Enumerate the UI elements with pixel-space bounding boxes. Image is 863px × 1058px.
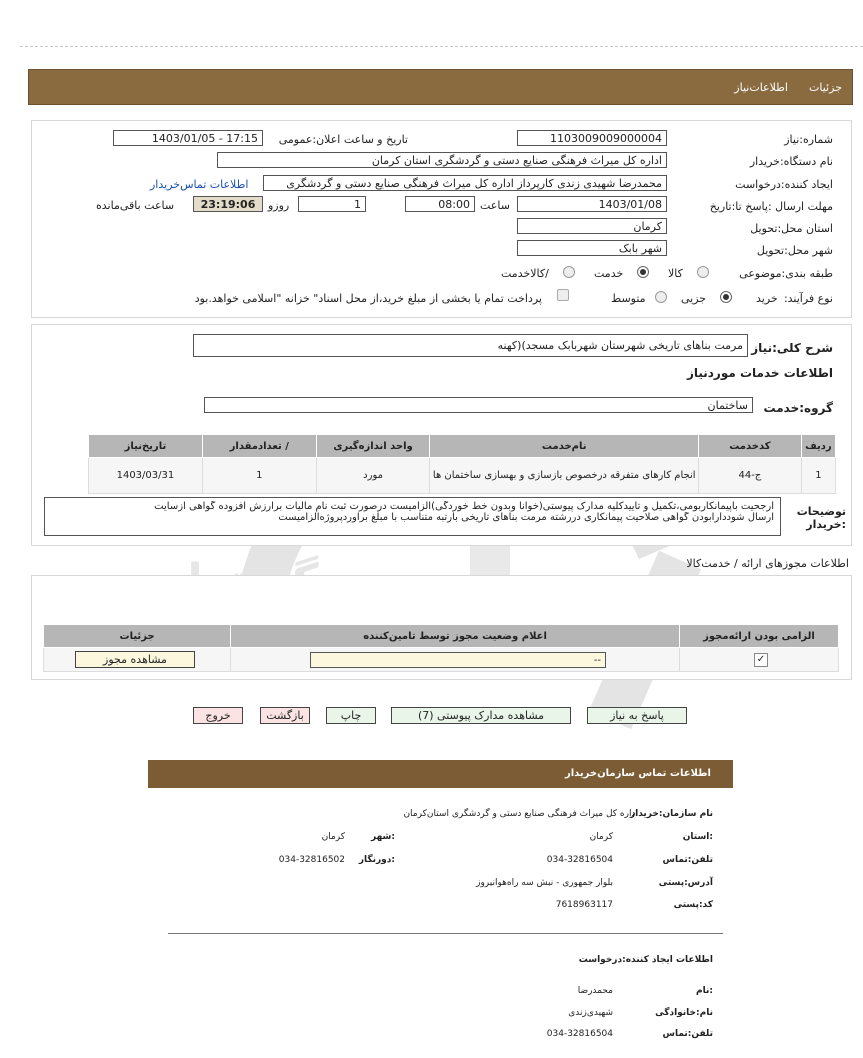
permits-title: اطلاعات مجوزهای ارائه / خدمت‌کالا [686, 557, 849, 570]
creator-phone-label: تلفن:تماس [662, 1029, 713, 1039]
province-field: کرمان [517, 218, 667, 234]
permit-status-cell [231, 648, 680, 672]
deadline-date-field: 1403/01/08 [517, 196, 667, 212]
remaining-time-field: 23:19:06 [193, 196, 263, 212]
creator-family-label: نام:خانوادگی [655, 1008, 713, 1018]
contact-title: اطلاعات تماس سازمان‌خریدار [564, 768, 711, 779]
category-goods-service-label: /کالاخدمت [501, 267, 549, 280]
table-row [89, 458, 836, 494]
creator-field: محمدرضا شهیدی زندی کارپرداز اداره کل میراث فرهنگی صنایع دستی و گردشگری [263, 175, 667, 191]
process-medium-label: متوسط [611, 292, 646, 305]
deadline-time-label: ساعت [480, 199, 510, 212]
process-label: نوع فرآیند: [783, 292, 833, 305]
announce-label: تاریخ و ساعت اعلان:عمومی [278, 133, 408, 146]
buyer-notes-box [44, 497, 781, 536]
announce-field: 1403/01/05 - 17:15 [113, 130, 263, 146]
col-service-code: کدخدمت [698, 435, 801, 458]
creator-name-label: :نام [696, 986, 713, 996]
print-button[interactable]: چاپ [326, 707, 376, 724]
category-label: طبقه بندی:موضوعی [739, 267, 833, 280]
contact-phone-label: تلفن:تماس [662, 855, 713, 865]
cell-quantity: 1 [202, 458, 316, 494]
process-buy-label: خرید [756, 292, 778, 305]
general-desc-label: شرح کلی:نیاز [751, 341, 833, 355]
contact-address-value: بلوار جمهوری - نبش سه راه‌هوانیروز [476, 878, 613, 888]
category-goods-label: کالا [668, 267, 683, 280]
permit-status-field[interactable]: -- [310, 652, 606, 668]
contact-fax-value: 034-32816502 [278, 855, 345, 865]
service-table-header [89, 435, 836, 458]
process-minor-radio[interactable] [720, 291, 732, 303]
permits-table [43, 624, 839, 672]
creator-family-value: شهیدی‌زندی [568, 1008, 613, 1018]
page-header [28, 69, 853, 105]
buyer-notes-label: توضیحات :خریدار [796, 505, 846, 531]
col-unit: واحد اندازه‌گیری [316, 435, 430, 458]
view-permit-button[interactable]: مشاهده مجوز [75, 651, 195, 668]
category-service-radio[interactable] [637, 266, 649, 278]
contact-province-value: کرمان [589, 832, 613, 842]
col-quantity: / تعدادمقدار [202, 435, 316, 458]
buyer-org-label: نام دستگاه:خریدار [749, 155, 833, 168]
permit-row [44, 648, 839, 672]
buyer-contact-link[interactable]: اطلاعات تماس‌خریدار [150, 178, 249, 191]
remaining-time-label: ساعت باقی‌مانده [96, 199, 175, 212]
permit-required-checkbox[interactable]: ✓ [754, 653, 768, 667]
contact-org-label: نام سازمان:خریدار [629, 809, 713, 819]
contact-org-value: اداره کل میراث فرهنگی صنایع دستی و گردشگری استان‌کرمان [403, 809, 638, 819]
cell-service-name: انجام کارهای متفرقه درخصوص بازسازی و بهسازی ساختمان ها [430, 458, 699, 494]
buyer-org-field: اداره کل میراث فرهنگی صنایع دستی و گردشگری استان کرمان [217, 152, 667, 168]
permit-required-cell [679, 648, 838, 672]
city-label: شهر محل:تحویل [756, 244, 833, 257]
reply-button[interactable]: پاسخ به نیاز [587, 707, 687, 724]
group-field: ساختمان [204, 397, 753, 413]
creator-phone-value: 034-32816504 [546, 1029, 613, 1039]
creator-info-title: اطلاعات ایجاد کننده:درخواست [578, 955, 713, 965]
cell-need-date: 1403/03/31 [89, 458, 203, 494]
contact-header [148, 760, 733, 788]
group-label: گروه:خدمت [763, 401, 833, 415]
deadline-time-field: 08:00 [405, 196, 475, 212]
tab-details[interactable]: جزئیات [809, 81, 842, 94]
creator-name-value: محمدرضا [577, 986, 613, 996]
col-need-date: تاریخ‌نیاز [89, 435, 203, 458]
col-service-name: نام‌خدمت [430, 435, 699, 458]
col-permit-required: الزامی بودن ارائه‌مجوز [679, 625, 838, 648]
col-permit-details: جزئیات [44, 625, 231, 648]
contact-province-label: :استان [682, 832, 713, 842]
buyer-notes-line1: ارجحیت باپیمانکاربومی،تکمیل و تاییدکلیه مدارک پیوستی(خوانا وبدون خط خوردگی)الزامیست درصورت ثبت نام مالیات برارزش افزوده گواهی ازسایت [154, 501, 774, 512]
service-table [88, 434, 836, 494]
cell-row: 1 [801, 458, 835, 494]
city-field: شهر بابک [517, 240, 667, 256]
view-attachments-button[interactable]: مشاهده مدارک پیوستی (7) [391, 707, 571, 724]
contact-city-label: :شهر [371, 832, 395, 842]
services-title: اطلاعات خدمات موردنیاز [686, 366, 833, 380]
contact-phone-value: 034-32816504 [546, 855, 613, 865]
permits-table-header [44, 625, 839, 648]
contact-address-label: آدرس:پستی [658, 878, 713, 888]
contact-divider [168, 933, 723, 934]
category-service-label: خدمت [594, 267, 624, 280]
cell-service-code: ج-44 [698, 458, 801, 494]
contact-fax-label: :دورنگار [358, 855, 395, 865]
contact-city-value: کرمان [321, 832, 345, 842]
process-minor-label: جزیی [681, 292, 707, 305]
need-info-panel [31, 120, 852, 318]
contact-postal-value: 7618963117 [555, 900, 613, 910]
general-desc-field: مرمت بناهای تاریخی شهرستان شهربابک مسجد)(کهنه [193, 334, 748, 357]
buyer-notes-line2: ارسال شوددارابودن گواهی صلاحیت پیمانکاری دررشته مرمت بناهای تاریخی بارتبه متناسب با مبلغ برآوردپروژه‌الزامیست [278, 512, 774, 523]
province-label: استان محل:تحویل [750, 222, 833, 235]
creator-label: ایجاد کننده:درخواست [735, 178, 833, 191]
exit-button[interactable]: خروج [193, 707, 243, 724]
treasury-payment-checkbox[interactable] [557, 289, 569, 301]
treasury-payment-label: پرداخت تمام یا بخشی از مبلغ خرید،از محل اسناد" خزانه "اسلامی خواهد.بود [194, 292, 542, 305]
need-number-label: شماره:نیاز [784, 133, 833, 146]
days-field: 1 [298, 196, 366, 212]
back-button[interactable]: بازگشت [260, 707, 310, 724]
deadline-label: مهلت ارسال :پاسخ تا:تاریخ [709, 200, 833, 213]
category-goods-radio[interactable] [697, 266, 709, 278]
need-number-field: 1103009009000004 [517, 130, 667, 146]
days-label: روزو [268, 199, 290, 212]
col-row: ردیف [801, 435, 835, 458]
category-goods-service-radio[interactable] [563, 266, 575, 278]
contact-postal-label: کد:پستی [673, 900, 713, 910]
tab-need-info[interactable]: اطلاعات‌نیاز [734, 81, 788, 94]
permit-details-cell [44, 648, 231, 672]
col-permit-status: اعلام وضعیت مجوز توسط تامین‌کننده [231, 625, 680, 648]
process-medium-radio[interactable] [655, 291, 667, 303]
top-separator [20, 46, 863, 47]
cell-unit: مورد [316, 458, 430, 494]
